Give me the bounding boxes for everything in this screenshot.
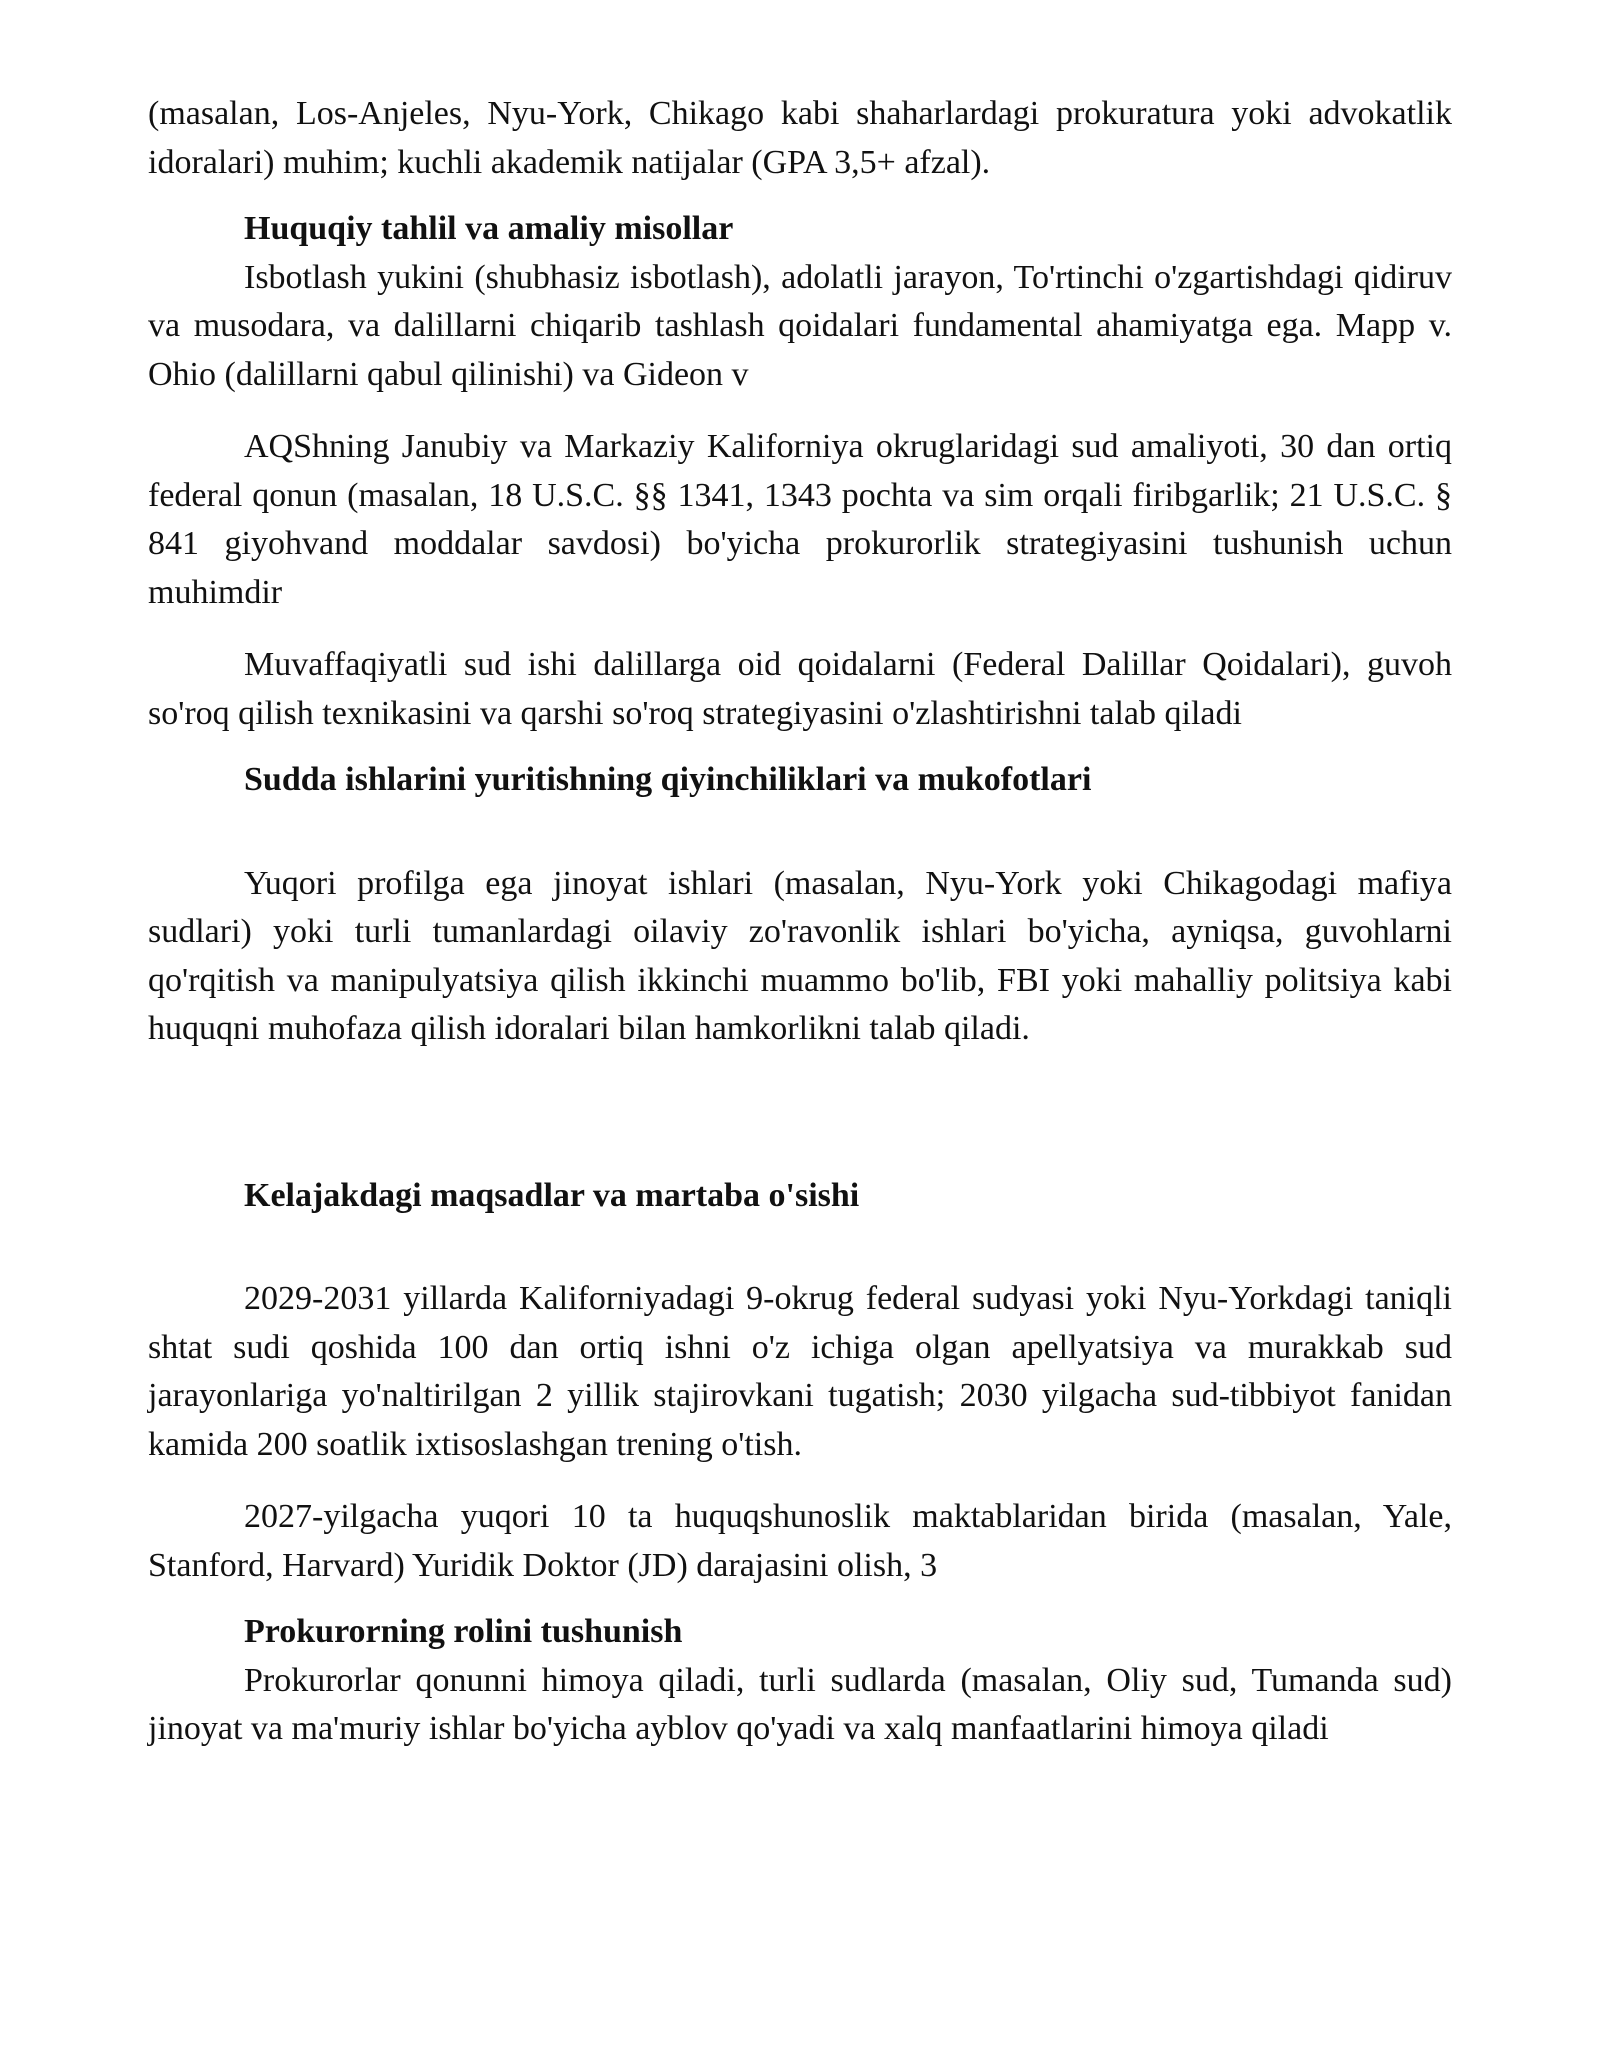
section-heading-future-goals: Kelajakdagi maqsadlar va martaba o'sishi: [244, 1176, 860, 1214]
section-heading-legal-analysis: Huquqiy tahlil va amaliy misollar: [244, 210, 734, 247]
paragraph-jd-degree: 2027-yilgacha yuqori 10 ta huquqshunoslik maktablaridan birida (masalan, Yale, Stanford, Harvard) Yuridik Doktor (JD) darajasini olish, 3: [148, 1498, 1452, 1584]
paragraph-trial-success: Muvaffaqiyatli sud ishi dalillarga oid qoidalarni (Federal Dalillar Qoidalari), guvoh so'roq qilish texnikasini va qarshi so'roq strategiyasini o'zlashtirishni talab qiladi: [148, 646, 1452, 732]
paragraph-court-practice: AQShning Janubiy va Markaziy Kaliforniya okruglaridagi sud amaliyoti, 30 dan ortiq federal qonun (masalan, 18 U.S.C. §§ 1341, 1343 pochta va sim orqali firibgarlik; 21 U.S.C. § 841 giyohvand moddalar savdosi) bo'yicha prokurorlik strategiyasini tushunish uchun muhimdir: [148, 428, 1452, 611]
intro-paragraph: (masalan, Los-Anjeles, Nyu-York, Chikago kabi shaharlardagi prokuratura yoki advokatlik idoralari) muhim; kuchli akademik natijalar (GPA 3,5+ afzal).: [148, 95, 1452, 181]
section-heading-trial-challenges: Sudda ishlarini yuritishning qiyinchiliklari va mukofotlari: [244, 761, 1092, 798]
document-page: [148, 90, 1452, 1754]
paragraph-burden-of-proof: Isbotlash yukini (shubhasiz isbotlash), adolatli jarayon, To'rtinchi o'zgartishdagi qidiruv va musodara, va dalillarni chiqarib tashlash qoidalari fundamental ahamiyatga ega. Mapp v. Ohio (dalillarni qabul qilinishi) va Gideon v: [148, 258, 1452, 393]
section-heading-prosecutor-role: Prokurorning rolini tushunish: [244, 1613, 683, 1650]
paragraph-high-profile-cases: Yuqori profilga ega jinoyat ishlari (masalan, Nyu-York yoki Chikagodagi mafiya sudlari) yoki turli tumanlardagi oilaviy zo'ravonlik ishlari bo'yicha, ayniqsa, guvohlarni qo'rqitish va manipulyatsiya qilish ikkinchi muammo bo'lib, FBI yoki mahalliy politsiya kabi huquqni muhofaza qilish idoralari bilan hamkorlikni talab qiladi.: [148, 864, 1452, 1047]
paragraph-clerkship-goal: 2029-2031 yillarda Kaliforniyadagi 9-okrug federal sudyasi yoki Nyu-Yorkdagi taniqli shtat sudi qoshida 100 dan ortiq ishni o'z ichiga olgan apellyatsiya va murakkab sud jarayonlariga yo'naltirilgan 2 yillik stajirovkani tugatish; 2030 yilgacha sud-tibbiyot fanidan kamida 200 soatlik ixtisoslashgan trening o'tish.: [148, 1280, 1452, 1463]
paragraph-prosecutor-duties: Prokurorlar qonunni himoya qiladi, turli sudlarda (masalan, Oliy sud, Tumanda sud) jinoyat va ma'muriy ishlar bo'yicha ayblov qo'yadi va xalq manfaatlarini himoya qiladi: [148, 1661, 1452, 1747]
